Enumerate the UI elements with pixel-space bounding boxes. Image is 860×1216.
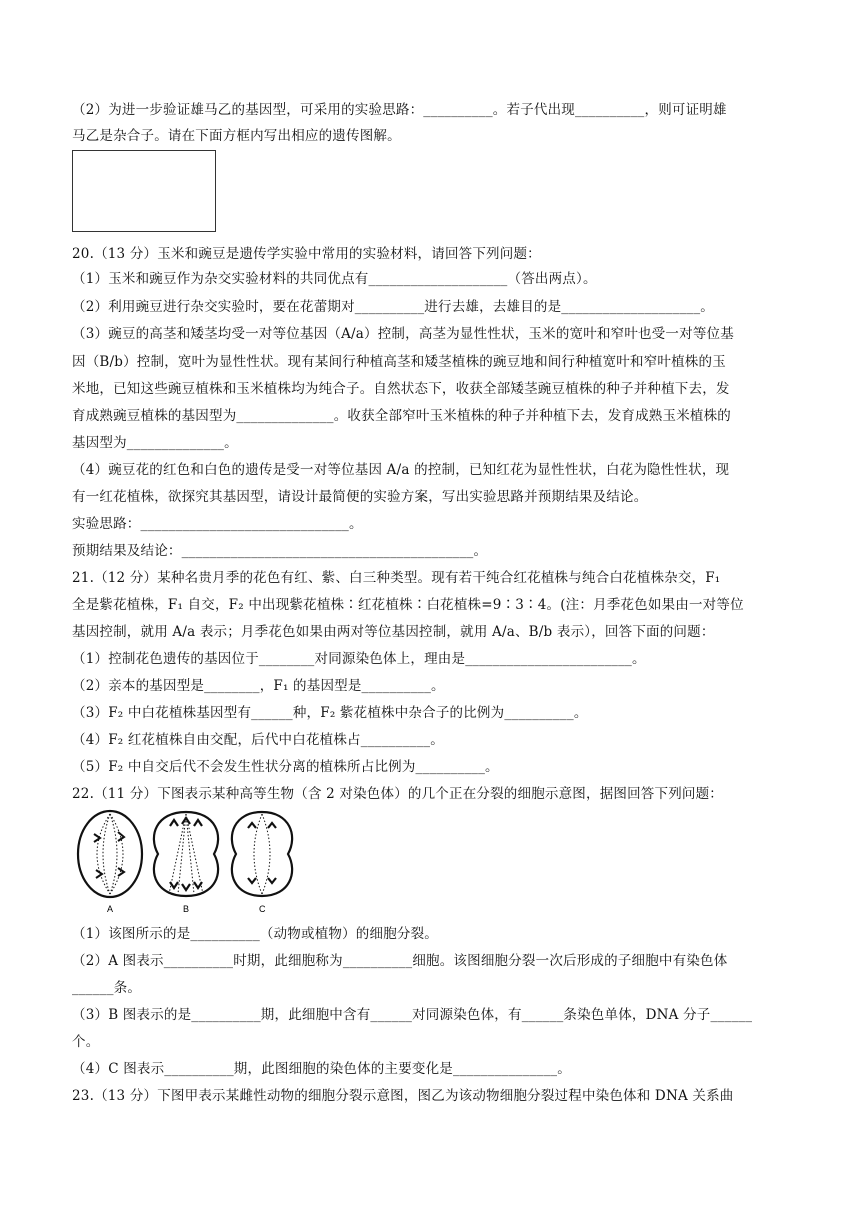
q20-4-idea: 实验思路：______________________________。 xyxy=(72,516,363,532)
q20-1: （1）玉米和豌豆作为杂交实验材料的共同优点有____________________（答出两点）。 xyxy=(72,271,597,287)
q20-title: 20.（13 分）玉米和豌豆是遗传学实验中常用的实验材料，请回答下列问题： xyxy=(72,246,541,262)
q21-4: （4）F₂ 红花植株自由交配，后代中白花植株占__________。 xyxy=(72,732,444,748)
label-c: C xyxy=(259,904,266,914)
q22-2-line1: （2）A 图表示__________时期，此细胞称为__________细胞。该图细胞分裂一次后形成的子细胞中有染色体 xyxy=(72,953,728,969)
label-b: B xyxy=(183,904,190,914)
q21-1: （1）控制花色遗传的基因位于________对同源染色体上，理由是________________________。 xyxy=(72,651,646,667)
q20-3-line5: 基因型为______________。 xyxy=(72,435,238,451)
q22-title: 22.（11 分）下图表示某种高等生物（含 2 对染色体）的几个正在分裂的细胞示意图，据图回答下列问题： xyxy=(72,786,724,802)
q21-title-line2: 全是紫花植株，F₁ 自交，F₂ 中出现紫花植株∶红花植株∶白花植株=9∶3∶4。(注：月季花色如果由一对等位 xyxy=(72,597,744,613)
q21-title-line1: 21.（12 分）某种名贵月季的花色有红、紫、白三种类型。现有若干纯合红花植株与纯合白花植株杂交，F₁ xyxy=(72,570,721,586)
q20-4-line2: 有一红花植株，欲探究其基因型，请设计最简便的实验方案，写出实验思路并预期结果及结论。 xyxy=(72,489,648,505)
q22-1: （1）该图所示的是__________（动物或植物）的细胞分裂。 xyxy=(72,926,438,942)
q20-4-result: 预期结果及结论：__________________________________________。 xyxy=(72,543,488,559)
q20-2: （2）利用豌豆进行杂交实验时，要在花蕾期对__________进行去雄，去雄目的是____________________。 xyxy=(72,299,714,315)
q19-2-line2: 马乙是杂合子。请在下面方框内写出相应的遗传图解。 xyxy=(72,128,401,144)
q22-3-line1: （3）B 图表示的是__________期，此细胞中含有______对同源染色体，有______条染色单体，DNA 分子______ xyxy=(72,1007,753,1023)
cell-a xyxy=(78,811,142,897)
q20-3-line3: 米地，已知这些豌豆植株和玉米植株均为纯合子。自然状态下，收获全部矮茎豌豆植株的种子并种植下去，发 xyxy=(72,381,730,397)
q21-5: （5）F₂ 中自交后代不会发生性状分离的植株所占比例为__________。 xyxy=(72,759,499,775)
q22-3-line2: 个。 xyxy=(72,1034,100,1050)
q20-3-line1: （3）豌豆的高茎和矮茎均受一对等位基因（A/a）控制，高茎为显性性状，玉米的宽叶和窄叶也受一对等位基 xyxy=(72,326,734,342)
q22-4: （4）C 图表示__________期，此图细胞的染色体的主要变化是_______________。 xyxy=(72,1061,571,1077)
q23-title: 23.（13 分）下图甲表示某雌性动物的细胞分裂示意图，图乙为该动物细胞分裂过程中染色体和 DNA 关系曲 xyxy=(72,1088,734,1104)
label-a: A xyxy=(107,904,114,914)
q21-2: （2）亲本的基因型是________，F₁ 的基因型是__________。 xyxy=(72,678,445,694)
q21-title-line3: 基因控制，就用 A/a 表示；月季花色如果由两对等位基因控制，就用 A/a、B/b 表示），回答下面的问题： xyxy=(72,624,715,640)
q21-3: （3）F₂ 中白花植株基因型有______种，F₂ 紫花植株中杂合子的比例为__________。 xyxy=(72,705,588,721)
q20-4-line1: （4）豌豆花的红色和白色的遗传是受一对等位基因 A/a 的控制，已知红花为显性性状，白花为隐性性状，现 xyxy=(72,462,730,478)
q22-2-line2: ______条。 xyxy=(72,980,142,996)
answer-box xyxy=(72,150,216,232)
cell-b xyxy=(154,812,218,896)
cell-c xyxy=(232,812,292,896)
cell-division-figure xyxy=(74,806,304,916)
q19-2-line1: （2）为进一步验证雄马乙的基因型，可采用的实验思路：__________。若子代出现__________，则可证明雄 xyxy=(72,102,727,118)
q20-3-line2: 因（B/b）控制，宽叶为显性性状。现有某间行种植高茎和矮茎植株的豌豆地和间行种植宽叶和窄叶植株的玉 xyxy=(72,354,726,370)
q20-3-line4: 育成熟豌豆植株的基因型为______________。收获全部窄叶玉米植株的种子并种植下去，发育成熟玉米植株的 xyxy=(72,408,731,424)
